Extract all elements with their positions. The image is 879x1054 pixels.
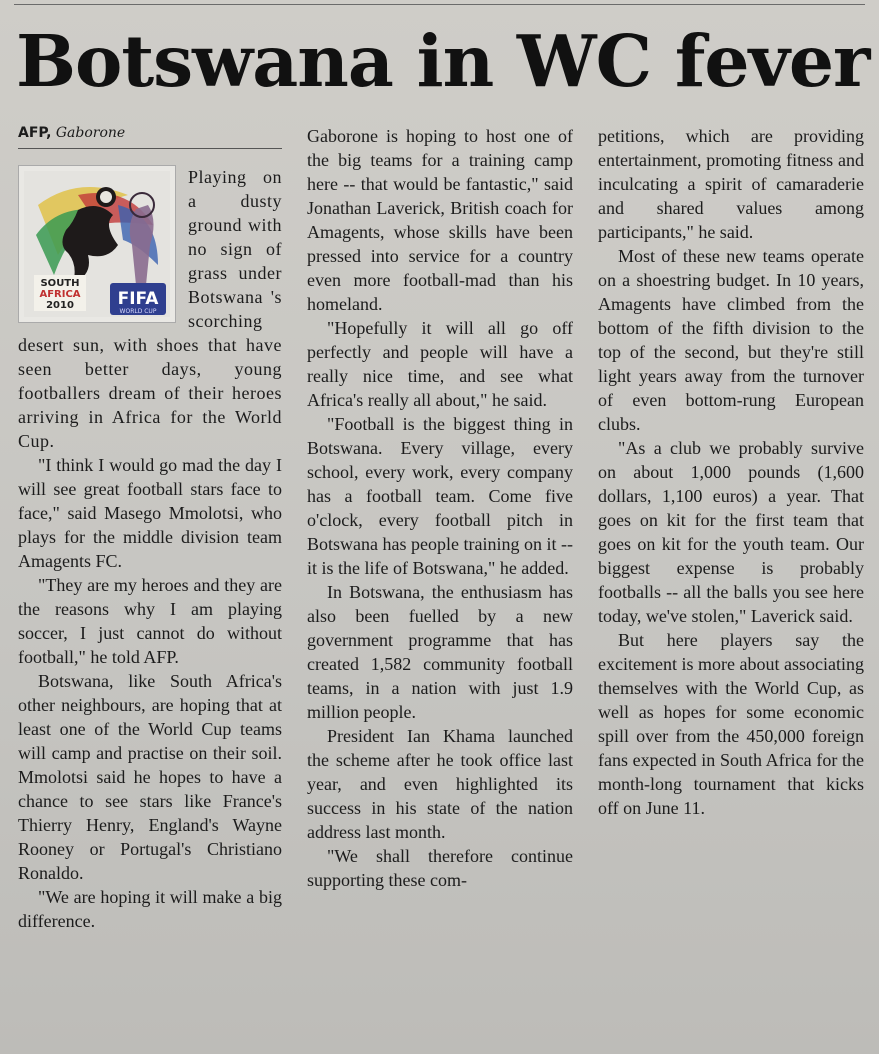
paragraph: "We are hoping it will make a big difference. xyxy=(18,887,282,931)
paragraph: In Botswana, the enthusiasm has also been fuelled by a new government programme that has created 1,582 community football teams, in a nation with just 1.9 million people. xyxy=(307,582,573,722)
paragraph: "Hopefully it will all go off perfectly and people will have a really nice time, and see what Africa's really all about," he said. xyxy=(307,318,573,410)
article-column-3 xyxy=(598,124,864,820)
paragraph: Botswana, like South Africa's other neighbours, are hoping that at least one of the World Cup teams will camp and practise on their soil. Mmolotsi said he hopes to have a chance to see stars like France's Thierry Henry, England's Wayne Rooney or Portugal's Christiano Ronaldo. xyxy=(18,671,282,883)
article-column-1 xyxy=(18,122,282,933)
paragraph: Gaborone is hoping to host one of the big teams for a training camp here -- that would be fantastic," said Jonathan Laverick, British coach for Amagents, whose skills have been pressed into service for a country even more football-mad than his homeland. xyxy=(307,126,573,314)
paragraph: President Ian Khama launched the scheme after he took office last year, and even highlighted its success in his state of the nation address last month. xyxy=(307,726,573,842)
paragraph: Most of these new teams operate on a shoestring budget. In 10 years, Amagents have climbed from the bottom of the fifth division to the top of the second, but they're still light years away from the turnover of even bottom-rung European clubs. xyxy=(598,246,864,434)
logo-text-south: SOUTH xyxy=(40,278,80,289)
world-cup-emblem-icon xyxy=(18,165,176,323)
paragraph: "They are my heroes and they are the reasons why I am playing soccer, I just cannot do without football," he told AFP. xyxy=(18,575,282,667)
headline: Botswana in WC fever xyxy=(16,19,870,103)
logo-fifa: FIFA xyxy=(117,289,159,309)
paragraph: "As a club we probably survive on about 1,000 pounds (1,600 dollars, 1,100 euros) a year. That goes on kit for the first team that goes on kit for the youth team. Our biggest expense is probably footballs -- all the balls you see here today, we've stolen," Laverick said. xyxy=(598,438,864,626)
paragraph: petitions, which are providing entertainment, promoting fitness and inculcating a spirit of camaraderie and shared values among participants," he said. xyxy=(598,126,864,242)
byline-place: Gaborone xyxy=(55,125,126,141)
paragraph: "Football is the biggest thing in Botswana. Every village, every school, every work, every company has a football team. Come five o'clock, every football pitch in Botswana has people training on it -- it is the life of Botswana," he added. xyxy=(307,414,573,578)
paragraph: But here players say the excitement is more about associating themselves with the World Cup, as well as hopes for some economic spill over from the 450,000 foreign fans expected in South Africa for the month-long tournament that kicks off on June 11. xyxy=(598,630,864,818)
logo-text-year: 2010 xyxy=(46,300,74,311)
byline-agency: AFP, xyxy=(18,125,52,141)
paragraph: "I think I would go mad the day I will see great football stars face to face," said Masego Mmolotsi, who plays for the middle division team Amagents FC. xyxy=(18,455,282,571)
paragraph: Playing on a dusty ground with no sign of grass under Botswana 's scorching desert sun, with shoes that have seen better days, young footballers dream of their heroes arriving in Africa for the World Cup. xyxy=(18,167,282,451)
paragraph: "We shall therefore continue supporting these com- xyxy=(307,846,573,890)
top-rule xyxy=(14,4,865,5)
byline xyxy=(18,122,282,149)
logo-text-africa: AFRICA xyxy=(39,289,81,300)
fifa-world-cup-logo xyxy=(18,165,176,323)
article-column-2 xyxy=(307,124,573,892)
logo-world-cup: WORLD CUP xyxy=(119,308,157,315)
